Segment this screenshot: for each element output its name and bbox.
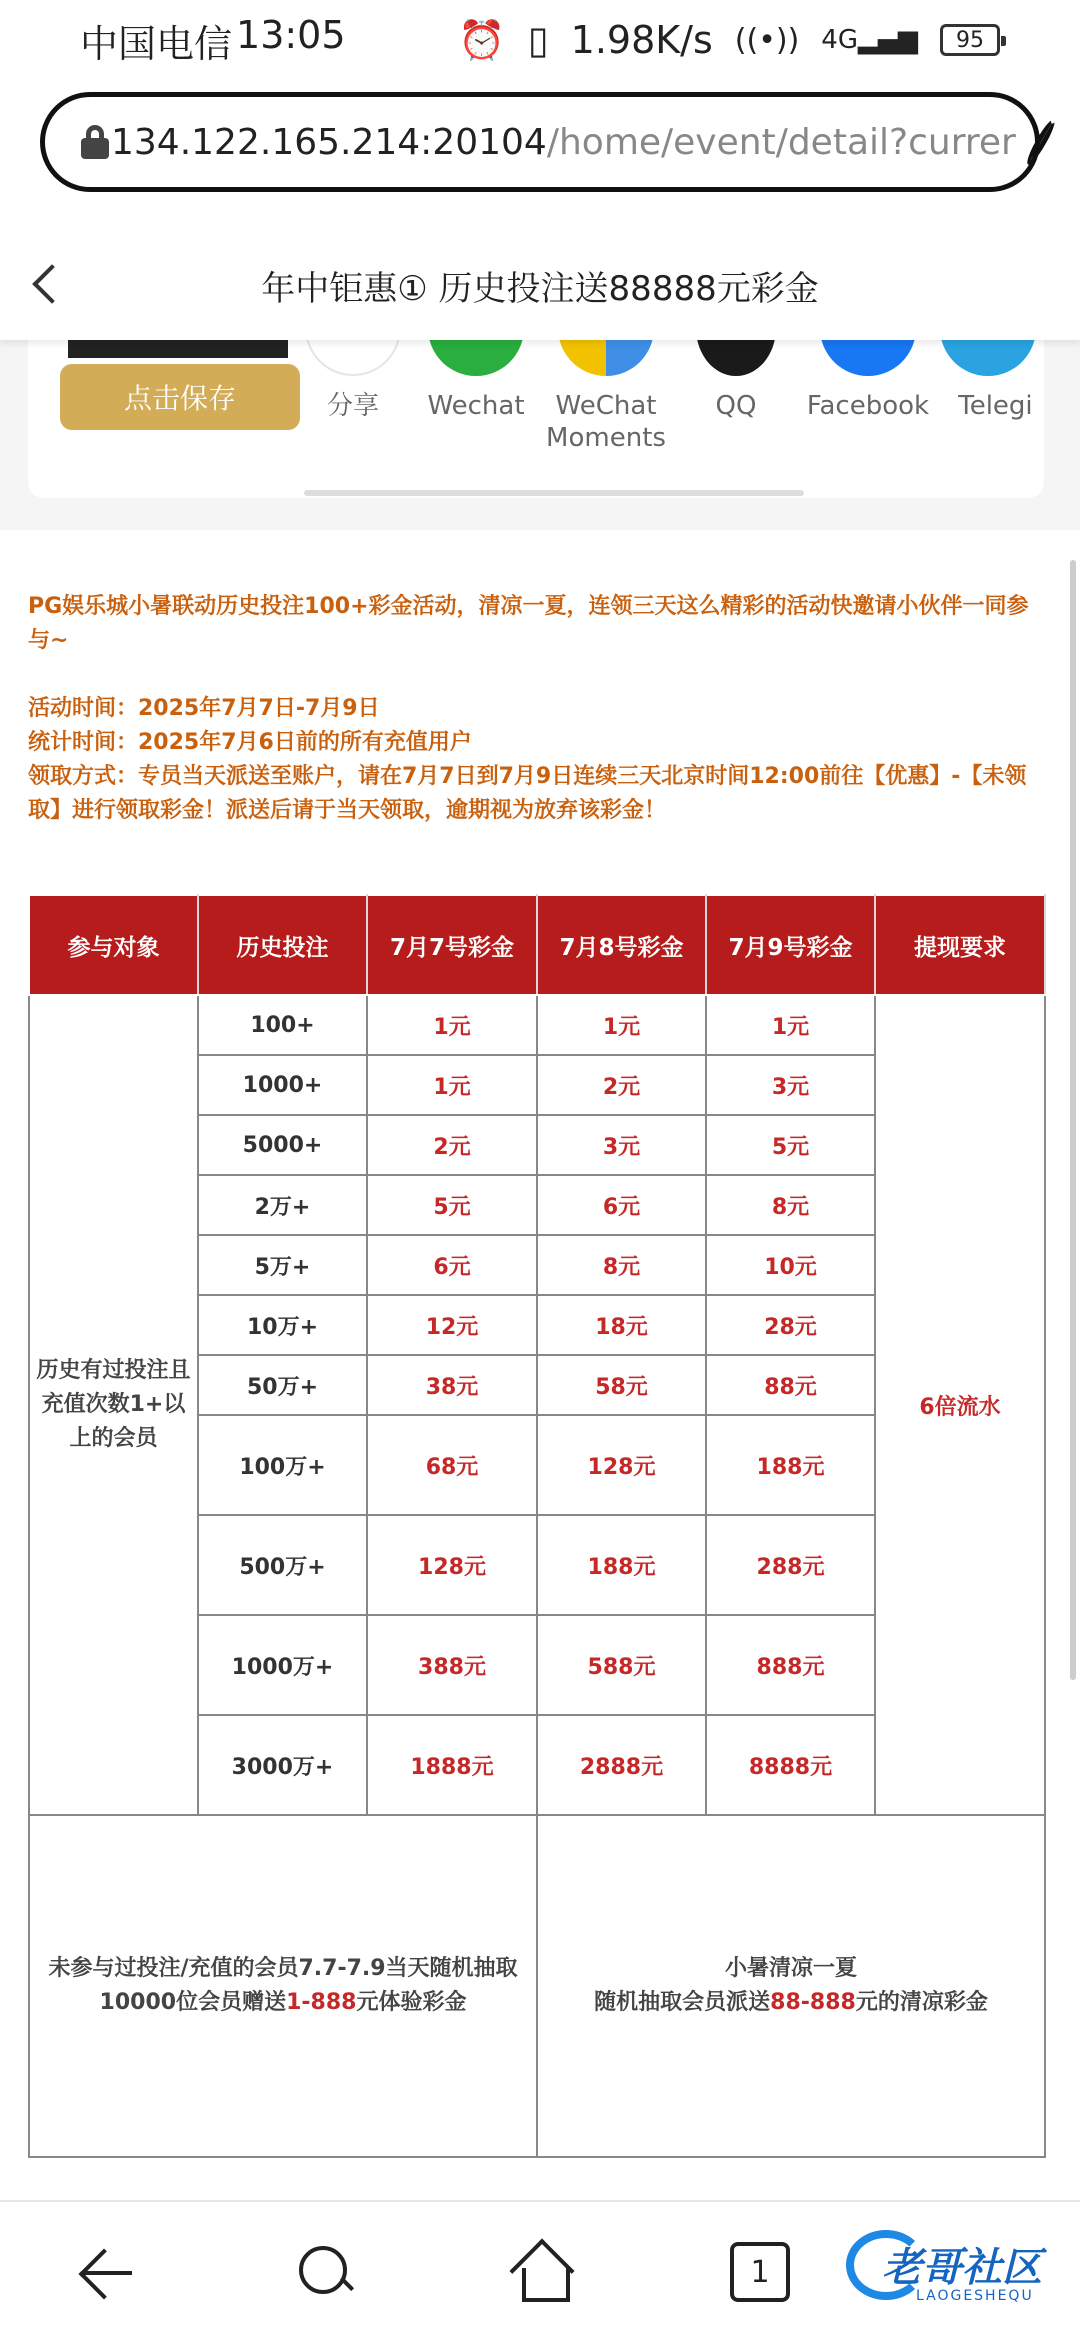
url-text[interactable] [111,122,1016,163]
share-label: 分享 [326,391,380,421]
bonus-cell: 8元 [706,1175,875,1235]
new-member-bonus [29,1815,537,2157]
bonus-cell: 1元 [367,1055,537,1115]
table-header-row [29,895,1045,995]
bonus-cell: 1元 [537,995,706,1055]
share-panel [28,340,1044,498]
header-day7: 7月7号彩金 [367,895,537,995]
share-label: Facebook [806,391,930,421]
summer-bonus [537,1815,1045,2157]
tier-cell: 3000万+ [198,1715,367,1815]
bonus-cell: 588元 [537,1615,706,1715]
address-bar[interactable] [40,92,1040,192]
summer-text: 随机抽取会员派送 [594,1990,771,2015]
bonus-cell: 5元 [367,1175,537,1235]
carrier-name: 中国电信 [80,21,233,66]
share-label: Wechat [427,391,525,421]
bonus-cell: 68元 [367,1415,537,1515]
table-footer-row [29,1815,1045,2157]
summer-title: 小暑清凉一夏 [724,1956,857,1981]
tier-cell: 1000+ [198,1055,367,1115]
tier-cell: 50万+ [198,1355,367,1415]
event-content [0,530,1080,2190]
watermark-text: 老哥社区 [882,2245,1042,2291]
header-day8: 7月8号彩金 [537,895,706,995]
bonus-cell: 28元 [706,1295,875,1355]
bonus-cell: 88元 [706,1355,875,1415]
header-day9: 7月9号彩金 [706,895,875,995]
bonus-cell: 888元 [706,1615,875,1715]
status-bar [0,0,1080,80]
tab-count: 1 [750,2254,770,2290]
bonus-cell: 8元 [537,1235,706,1295]
bonus-cell: 10元 [706,1235,875,1295]
watermark-subtext: LAOGESHEQU [916,2288,1034,2304]
share-label: WeChat Moments [546,391,666,453]
bonus-cell: 388元 [367,1615,537,1715]
vibrate-icon: ▯ [527,18,549,62]
net-speed: 1.98K/s [570,18,713,62]
new-member-text: 未参与过投注/充值的会员7.7-7.9当天随机抽取10000位会员赠送 [48,1956,518,2015]
clock: 13:05 [236,12,346,57]
tier-cell: 100万+ [198,1415,367,1515]
page-header [0,230,1080,340]
url-path: /home/event/detail?currer [546,121,1016,163]
alarm-icon: ⏰ [458,17,506,62]
bonus-cell: 18元 [537,1295,706,1355]
bonus-cell: 6元 [367,1235,537,1295]
share-scroll-indicator [304,490,804,496]
bonus-cell: 3元 [537,1115,706,1175]
bonus-cell: 128元 [537,1415,706,1515]
tier-cell: 1000万+ [198,1615,367,1715]
bonus-cell: 5元 [706,1115,875,1175]
summer-amount: 88-888 [770,1990,856,2015]
target-members: 历史有过投注且充值次数1+以上的会员 [29,995,198,1815]
bonus-cell: 188元 [537,1515,706,1615]
intro-description: PG娱乐城小暑联动历史投注100+彩金活动，清凉一夏，连领三天这么精彩的活动快邀请小伙伴一同参与~ [28,594,1029,653]
bonus-table [28,894,1046,2158]
tier-cell: 5万+ [198,1235,367,1295]
event-intro [28,590,1038,828]
share-label: QQ [715,391,757,421]
bonus-cell: 12元 [367,1295,537,1355]
bonus-cell: 3元 [706,1055,875,1115]
share-panel-area [0,340,1080,530]
withdraw-requirement: 6倍流水 [875,995,1045,1815]
page-scrollbar[interactable] [1070,560,1076,1680]
new-member-suffix: 元体验彩金 [356,1990,467,2015]
back-arrow-icon[interactable] [32,264,72,304]
bonus-cell: 1元 [706,995,875,1055]
bonus-cell: 288元 [706,1515,875,1615]
tier-cell: 100+ [198,995,367,1055]
watermark-logo [846,2220,1066,2320]
save-button[interactable]: 点击保存 [60,364,300,430]
search-icon[interactable] [295,2242,355,2302]
activity-time: 活动时间：2025年7月7日-7月9日 [28,696,380,721]
back-icon[interactable] [80,2242,140,2302]
new-member-amount: 1-888 [286,1990,357,2015]
bonus-cell: 2元 [367,1115,537,1175]
tier-cell: 10万+ [198,1295,367,1355]
table-row [29,995,1045,1055]
page-title: 年中钜惠① 历史投注送88888元彩金 [261,268,819,309]
tier-cell: 2万+ [198,1175,367,1235]
reload-icon[interactable] [1024,117,1059,167]
browser-bottom-nav [0,2200,1080,2340]
qr-code [68,340,288,358]
header-target: 参与对象 [29,895,198,995]
home-icon[interactable] [512,2242,572,2302]
network-type: 4G [821,25,858,55]
battery-level: 95 [956,27,984,53]
bonus-cell: 8888元 [706,1715,875,1815]
tier-cell: 500万+ [198,1515,367,1615]
claim-method: 领取方式：专员当天派送至账户，请在7月7日到7月9日连续三天北京时间12:00前往【优惠】-【未领取】进行领取彩金！派送后请于当天领取，逾期视为放弃该彩金！ [28,764,1027,823]
header-requirement: 提现要求 [875,895,1045,995]
bonus-cell: 188元 [706,1415,875,1515]
url-host: 134.122.165.214:20104 [111,121,547,163]
share-label: Telegi [958,391,1033,421]
bonus-cell: 58元 [537,1355,706,1415]
header-history: 历史投注 [198,895,367,995]
summer-suffix: 元的清凉彩金 [855,1990,988,2015]
wifi-icon: ((•)) [734,22,800,58]
battery-icon [940,24,1000,56]
bonus-cell: 6元 [537,1175,706,1235]
bonus-cell: 128元 [367,1515,537,1615]
signal-icon: 4G▂▄▆ [821,25,918,55]
bonus-cell: 38元 [367,1355,537,1415]
bonus-cell: 1元 [367,995,537,1055]
bonus-cell: 2元 [537,1055,706,1115]
bonus-cell: 2888元 [537,1715,706,1815]
tier-cell: 5000+ [198,1115,367,1175]
tabs-button[interactable] [730,2242,790,2302]
stats-time: 统计时间：2025年7月6日前的所有充值用户 [28,730,472,755]
bonus-cell: 1888元 [367,1715,537,1815]
